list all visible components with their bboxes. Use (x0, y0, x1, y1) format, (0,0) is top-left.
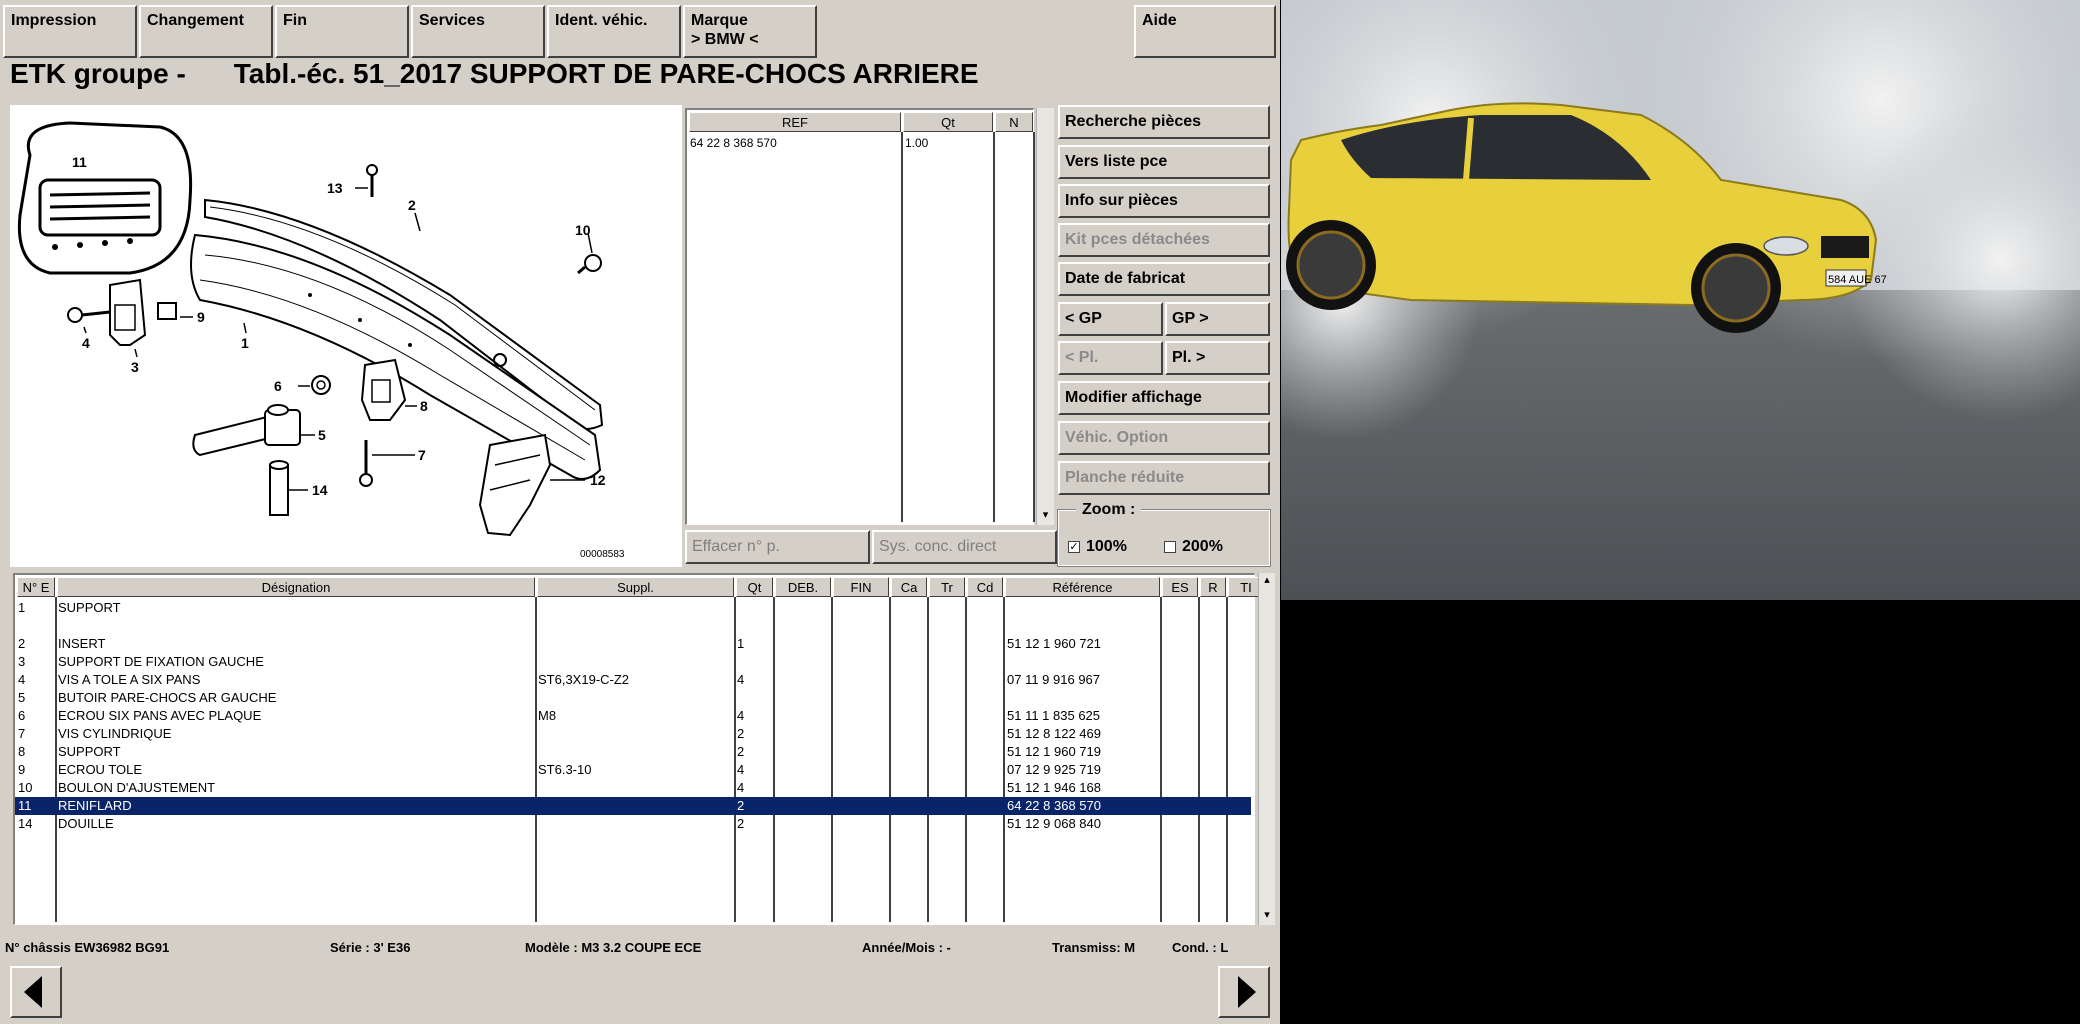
arrow-right-icon (1220, 968, 1268, 1016)
designation-col-header[interactable]: Désignation (57, 577, 535, 597)
ti-col-header[interactable]: TI (1228, 577, 1264, 597)
part-10-bolt[interactable] (578, 255, 601, 273)
parts-list-table (13, 573, 1255, 925)
row-ne: 5 (18, 690, 26, 705)
yellow-bmw-photo (1281, 0, 2080, 600)
label-9: 9 (197, 309, 205, 325)
zoom-200-checkbox[interactable] (1164, 538, 1223, 556)
label-8: 8 (420, 398, 428, 414)
row-designation: VIS A TOLE A SIX PANS (58, 672, 201, 687)
row-ne: 9 (18, 762, 26, 777)
modele: Modèle : M3 3.2 COUPE ECE (525, 940, 702, 955)
label-10: 10 (575, 222, 591, 238)
row-qt: 4 (737, 762, 745, 777)
menu-changement-button[interactable]: Changement (139, 5, 273, 58)
row-reference: 51 12 9 068 840 (1007, 816, 1101, 831)
part-11-reniflard[interactable] (40, 180, 160, 250)
scroll-up-icon[interactable]: ▴ (1264, 574, 1270, 586)
row-ne: 11 (18, 798, 32, 813)
car-photo (1281, 0, 2080, 600)
ref-table (685, 108, 1034, 525)
label-3: 3 (131, 359, 139, 375)
info-pieces-button[interactable]: Info sur pièces (1058, 184, 1270, 218)
row-ne: 2 (18, 636, 26, 651)
annee-mois: Année/Mois : - (862, 940, 951, 955)
page-title (10, 58, 979, 90)
label-1: 1 (241, 335, 249, 351)
part-7-screw[interactable] (360, 440, 372, 486)
es-col-header[interactable]: ES (1162, 577, 1198, 597)
row-ne: 1 (18, 600, 26, 615)
row-qt: 2 (737, 798, 745, 813)
menu-marque-button[interactable] (683, 5, 817, 58)
row-designation: BOULON D'AJUSTEMENT (58, 780, 216, 795)
row-reference: 64 22 8 368 570 (1007, 798, 1101, 813)
condition: Cond. : L (1172, 940, 1229, 955)
row-ne: 6 (18, 708, 26, 723)
scroll-down-icon[interactable]: ▾ (1264, 909, 1270, 921)
row-designation: SUPPORT (58, 744, 121, 759)
image-number: 00008583 (580, 549, 625, 560)
ref-table-scrollbar[interactable] (1036, 108, 1054, 525)
parts-table-row[interactable] (15, 725, 1251, 743)
r-col-header[interactable]: R (1200, 577, 1226, 597)
part-13-bolt[interactable] (367, 165, 377, 197)
menu-fin-button[interactable]: Fin (275, 5, 409, 58)
title-table: Tabl.-éc. 51_2017 SUPPORT DE PARE-CHOCS ARRIERE (233, 58, 979, 89)
suppl-col-header[interactable]: Suppl. (537, 577, 734, 597)
parts-table-row[interactable] (15, 653, 1251, 671)
row-ne: 8 (18, 744, 26, 759)
arrow-left-icon (12, 968, 60, 1016)
label-12: 12 (590, 472, 606, 488)
part-3-bracket[interactable] (110, 280, 145, 345)
row-reference: 51 11 1 835 625 (1007, 708, 1101, 723)
modifier-affichage-button[interactable]: Modifier affichage (1058, 381, 1270, 415)
zoom-100-checkbox[interactable] (1068, 538, 1127, 556)
row-designation: BUTOIR PARE-CHOCS AR GAUCHE (58, 690, 277, 705)
serie: Série : 3' E36 (330, 940, 411, 955)
recherche-pieces-button[interactable]: Recherche pièces (1058, 105, 1270, 139)
exploded-view-drawing (10, 105, 682, 567)
kidney-grille (1821, 236, 1869, 258)
zoom-100-label: 100% (1086, 538, 1127, 555)
row-designation: INSERT (58, 636, 106, 651)
marque-value: > BMW < (691, 31, 759, 48)
row-designation: ECROU SIX PANS AVEC PLAQUE (58, 708, 262, 723)
row-reference: 51 12 1 960 721 (1007, 636, 1101, 651)
part-9-nut[interactable] (158, 303, 176, 319)
row-designation: VIS CYLINDRIQUE (58, 726, 172, 741)
row-designation: SUPPORT (58, 600, 121, 615)
vehic-option-button[interactable]: Véhic. Option (1058, 421, 1270, 455)
sys-conc-direct-button[interactable]: Sys. conc. direct (872, 530, 1057, 564)
effacer-button[interactable]: Effacer n° p. (685, 530, 870, 564)
pl-prev-button[interactable]: < Pl. (1058, 341, 1163, 375)
row-qt: 2 (737, 744, 745, 759)
scroll-down-icon[interactable]: ▾ (1042, 509, 1049, 521)
row-ne: 3 (18, 654, 26, 669)
ne-col-header[interactable]: N° E (17, 577, 55, 597)
part-5-buffer[interactable] (193, 405, 300, 455)
label-5: 5 (318, 427, 326, 443)
row-reference: 51 12 1 960 719 (1007, 744, 1101, 759)
parts-table-row[interactable] (15, 761, 1251, 779)
parts-table-row[interactable] (15, 671, 1251, 689)
ref-col-header[interactable]: REF (689, 112, 901, 132)
vers-liste-button[interactable]: Vers liste pce (1058, 145, 1270, 179)
row-qt: 2 (737, 726, 745, 741)
row-ne: 4 (18, 672, 26, 687)
row-ne: 7 (18, 726, 26, 741)
zoom-200-label: 200% (1182, 538, 1223, 555)
n-col-header[interactable]: N (995, 112, 1033, 132)
ca-col-header[interactable]: Ca (891, 577, 927, 597)
marque-label: Marque (691, 12, 748, 29)
checkbox-checked-icon: ✓ (1069, 540, 1079, 553)
date-fabricat-button[interactable]: Date de fabricat (1058, 262, 1270, 296)
label-7: 7 (418, 447, 426, 463)
title-group: ETK groupe - (10, 58, 186, 89)
parts-list-scrollbar[interactable] (1258, 573, 1275, 925)
parts-diagram[interactable] (10, 105, 682, 567)
cd-col-header[interactable]: Cd (967, 577, 1003, 597)
part-6-nut[interactable] (312, 376, 330, 394)
row-suppl: ST6,3X19-C-Z2 (538, 672, 630, 687)
chassis-number: N° châssis EW36982 BG91 (5, 940, 170, 955)
qt-col-header[interactable]: Qt (736, 577, 773, 597)
deb-col-header[interactable]: DEB. (775, 577, 831, 597)
menu-aide-button[interactable]: Aide (1134, 5, 1276, 58)
menu-impression-button[interactable]: Impression (3, 5, 137, 58)
row-designation: RENIFLARD (58, 798, 132, 813)
row-reference: 07 12 9 925 719 (1007, 762, 1101, 777)
qt-col-header[interactable]: Qt (903, 112, 993, 132)
menu-services-button[interactable]: Services (411, 5, 545, 58)
gp-next-button[interactable]: GP > (1165, 302, 1270, 336)
ref-row-ref[interactable]: 64 22 8 368 570 (690, 136, 777, 150)
label-11: 11 (72, 154, 87, 170)
row-ne: 10 (18, 780, 33, 795)
menu-ident-vehic-button[interactable]: Ident. véhic. (547, 5, 681, 58)
tr-col-header[interactable]: Tr (929, 577, 965, 597)
parts-table-row[interactable] (15, 707, 1251, 725)
part-4-screw[interactable] (68, 308, 110, 322)
row-qt: 4 (737, 672, 745, 687)
parts-table-row[interactable] (15, 779, 1251, 797)
next-page-button[interactable] (1218, 966, 1270, 1018)
row-reference: 07 11 9 916 967 (1007, 672, 1101, 687)
row-suppl: ST6.3-10 (538, 762, 592, 777)
reference-col-header[interactable]: Référence (1005, 577, 1160, 597)
parts-table-row[interactable] (15, 743, 1251, 761)
label-13: 13 (327, 180, 343, 196)
label-2: 2 (408, 197, 416, 213)
pl-next-button[interactable]: Pl. > (1165, 341, 1270, 375)
license-plate: 584 AUE 67 (1828, 274, 1887, 286)
row-qt: 4 (737, 780, 745, 795)
parts-table-row[interactable] (15, 635, 1251, 653)
row-qt: 1 (737, 636, 745, 651)
row-reference: 51 12 8 122 469 (1007, 726, 1101, 741)
parts-table-row[interactable] (15, 689, 1251, 707)
row-designation: SUPPORT DE FIXATION GAUCHE (58, 654, 264, 669)
row-designation: DOUILLE (58, 816, 114, 831)
ref-row-qt[interactable]: 1.00 (905, 136, 929, 150)
kit-pieces-button[interactable]: Kit pces détachées (1058, 223, 1270, 257)
gp-prev-button[interactable]: < GP (1058, 302, 1163, 336)
row-suppl: M8 (538, 708, 557, 723)
label-14: 14 (312, 482, 328, 498)
zoom-label: Zoom : (1076, 501, 1141, 519)
previous-page-button[interactable] (10, 966, 62, 1018)
part-14-sleeve[interactable] (270, 461, 288, 515)
parts-table-row[interactable] (15, 815, 1251, 833)
row-qt: 4 (737, 708, 745, 723)
label-4: 4 (82, 335, 90, 351)
planche-reduite-button[interactable]: Planche réduite (1058, 461, 1270, 495)
part-12-deflector[interactable] (480, 435, 550, 535)
status-bar (0, 938, 1280, 960)
row-qt: 2 (737, 816, 745, 831)
transmission: Transmiss: M (1052, 940, 1136, 955)
parts-table-row[interactable] (15, 797, 1251, 815)
parts-table-row[interactable] (15, 599, 1251, 617)
row-ne: 14 (18, 816, 33, 831)
label-6: 6 (274, 378, 282, 394)
row-designation: ECROU TOLE (58, 762, 143, 777)
parts-table-row[interactable] (15, 617, 1251, 635)
fin-col-header[interactable]: FIN (833, 577, 889, 597)
checkbox-empty-icon (1164, 541, 1176, 553)
row-reference: 51 12 1 946 168 (1007, 780, 1101, 795)
